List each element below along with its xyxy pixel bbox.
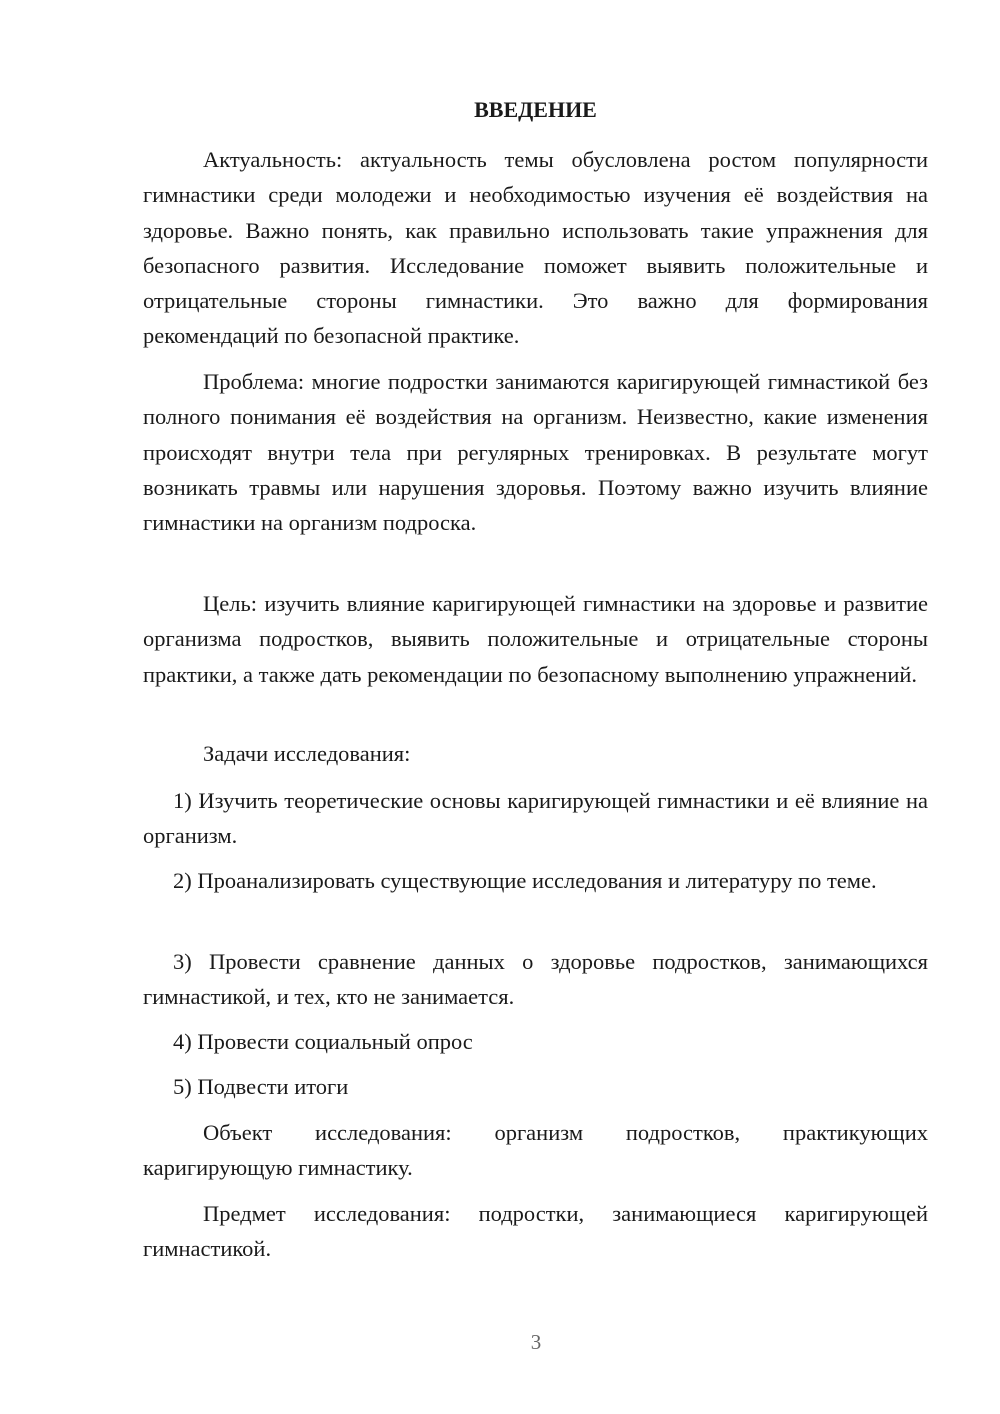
task-item-1: 1) Изучить теоретические основы каригирующей гимнастики и её влияние на организм. bbox=[143, 788, 928, 849]
task-item-5: 5) Подвести итоги bbox=[173, 1074, 349, 1099]
task-item-4: 4) Провести социальный опрос bbox=[173, 1029, 473, 1054]
paragraph-subject: Предмет исследования: подростки, занимающиеся каригирующей гимнастикой. bbox=[143, 1201, 928, 1262]
document-title: ВВЕДЕНИЕ bbox=[474, 97, 597, 122]
tasks-heading: Задачи исследования: bbox=[203, 741, 411, 766]
page-number: 3 bbox=[530, 1330, 542, 1354]
task-item-2: 2) Проанализировать существующие исследования и литературу по теме. bbox=[173, 868, 877, 893]
task-item-3: 3) Провести сравнение данных о здоровье подростков, занимающихся гимнастикой, и тех, кто не занимается. bbox=[143, 949, 928, 1010]
paragraph-relevance: Актуальность: актуальность темы обусловлена ростом популярности гимнастики среди молодежи и необходимостью изучения её воздействия на здоровье. Важно понять, как правильно использовать такие упражнения для безопасного развития. Исследование поможет выявить положительные и отрицательные стороны гимнастики. Это важно для формирования рекомендаций по безопасной практике. bbox=[143, 147, 928, 349]
paragraph-goal: Цель: изучить влияние каригирующей гимнастики на здоровье и развитие организма подростков, выявить положительные и отрицательные стороны практики, а также дать рекомендации по безопасному выполнению упражнений. bbox=[143, 591, 928, 687]
paragraph-object: Объект исследования: организм подростков, практикующих каригирующую гимнастику. bbox=[143, 1120, 928, 1181]
paragraph-problem: Проблема: многие подростки занимаются каригирующей гимнастикой без полного понимания её воздействия на организм. Неизвестно, какие изменения происходят внутри тела при регулярных тренировках. В результате могут возникать травмы или нарушения здоровья. Поэтому важно изучить влияние гимнастики на организм подроска. bbox=[143, 369, 928, 536]
